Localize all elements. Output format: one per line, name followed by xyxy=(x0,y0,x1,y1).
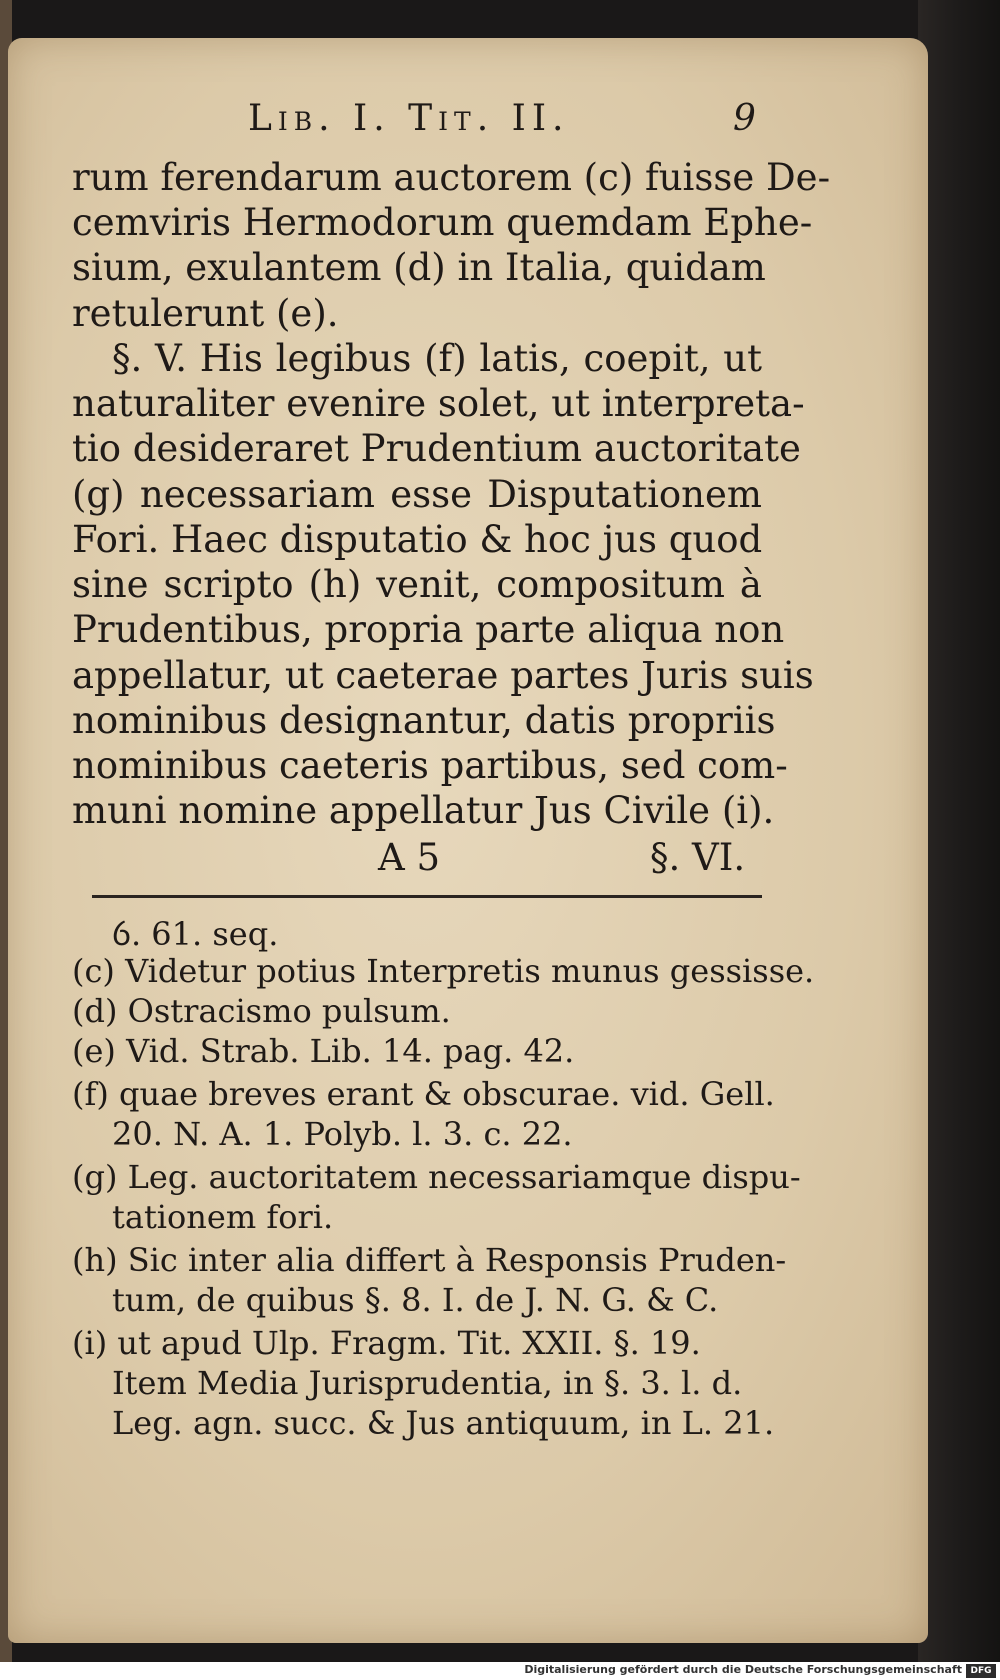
page-number: 9 xyxy=(733,98,756,139)
body-line: §. V. His legibus (f) latis, coepit, ut xyxy=(112,337,762,380)
body-line: nominibus designantur, datis propriis xyxy=(72,699,776,742)
footnote-line: (i) ut apud Ulp. Fragm. Tit. XXII. §. 19. xyxy=(72,1324,701,1362)
body-line: appellatur, ut caeterae partes Juris suis xyxy=(72,654,814,697)
running-head: Lib. I. Tit. II. xyxy=(248,98,570,139)
footnote-line: Leg. agn. succ. & Jus antiquum, in L. 21. xyxy=(112,1404,775,1442)
book-cover-edge xyxy=(918,0,1000,1662)
footnote-line: ỽ. 61. seq. xyxy=(112,915,279,953)
footnote-line: (f) quae breves erant & obscurae. vid. Gell. xyxy=(72,1075,775,1113)
body-line: sium, exulantem (d) in Italia, quidam xyxy=(72,246,766,289)
signature-mark: A 5 xyxy=(378,836,441,879)
footnote-line: (e) Vid. Strab. Lib. 14. pag. 42. xyxy=(72,1032,575,1070)
footnote-line: (d) Ostracismo pulsum. xyxy=(72,992,451,1030)
body-line: muni nomine appellatur Jus Civile (i). xyxy=(72,789,775,832)
footnote-line: (c) Videtur potius Interpretis munus gessisse. xyxy=(72,952,815,990)
footnote-rule xyxy=(92,895,762,898)
body-line: Fori. Haec disputatio & hoc jus quod xyxy=(72,518,763,561)
footnote-line: 20. N. A. 1. Polyb. l. 3. c. 22. xyxy=(112,1115,573,1153)
footnote-line: (h) Sic inter alia differt à Responsis Pruden- xyxy=(72,1241,787,1279)
dfg-logo: DFG xyxy=(966,1664,996,1678)
footnote-line: Item Media Jurisprudentia, in §. 3. l. d. xyxy=(112,1364,743,1402)
footnote-line: tum, de quibus §. 8. I. de J. N. G. & C. xyxy=(112,1281,719,1319)
catchword: §. VI. xyxy=(650,836,746,879)
funding-credit: Digitalisierung gefördert durch die Deutsche Forschungsgemeinschaft xyxy=(524,1663,962,1676)
footnote-line: (g) Leg. auctoritatem necessariamque dispu- xyxy=(72,1158,801,1196)
body-line: sine scripto (h) venit, compositum à xyxy=(72,563,762,606)
body-line: cemviris Hermodorum quemdam Ephe- xyxy=(72,201,813,244)
body-line: rum ferendarum auctorem (c) fuisse De- xyxy=(72,156,831,199)
body-line: nominibus caeteris partibus, sed com- xyxy=(72,744,788,787)
body-line: retulerunt (e). xyxy=(72,292,339,335)
body-line: naturaliter evenire solet, ut interpreta- xyxy=(72,382,805,425)
footnote-line: tationem fori. xyxy=(112,1198,334,1236)
body-line: (g) necessariam esse Disputationem xyxy=(72,473,762,516)
body-line: Prudentibus, propria parte aliqua non xyxy=(72,608,785,651)
body-line: tio desideraret Prudentium auctoritate xyxy=(72,427,801,470)
